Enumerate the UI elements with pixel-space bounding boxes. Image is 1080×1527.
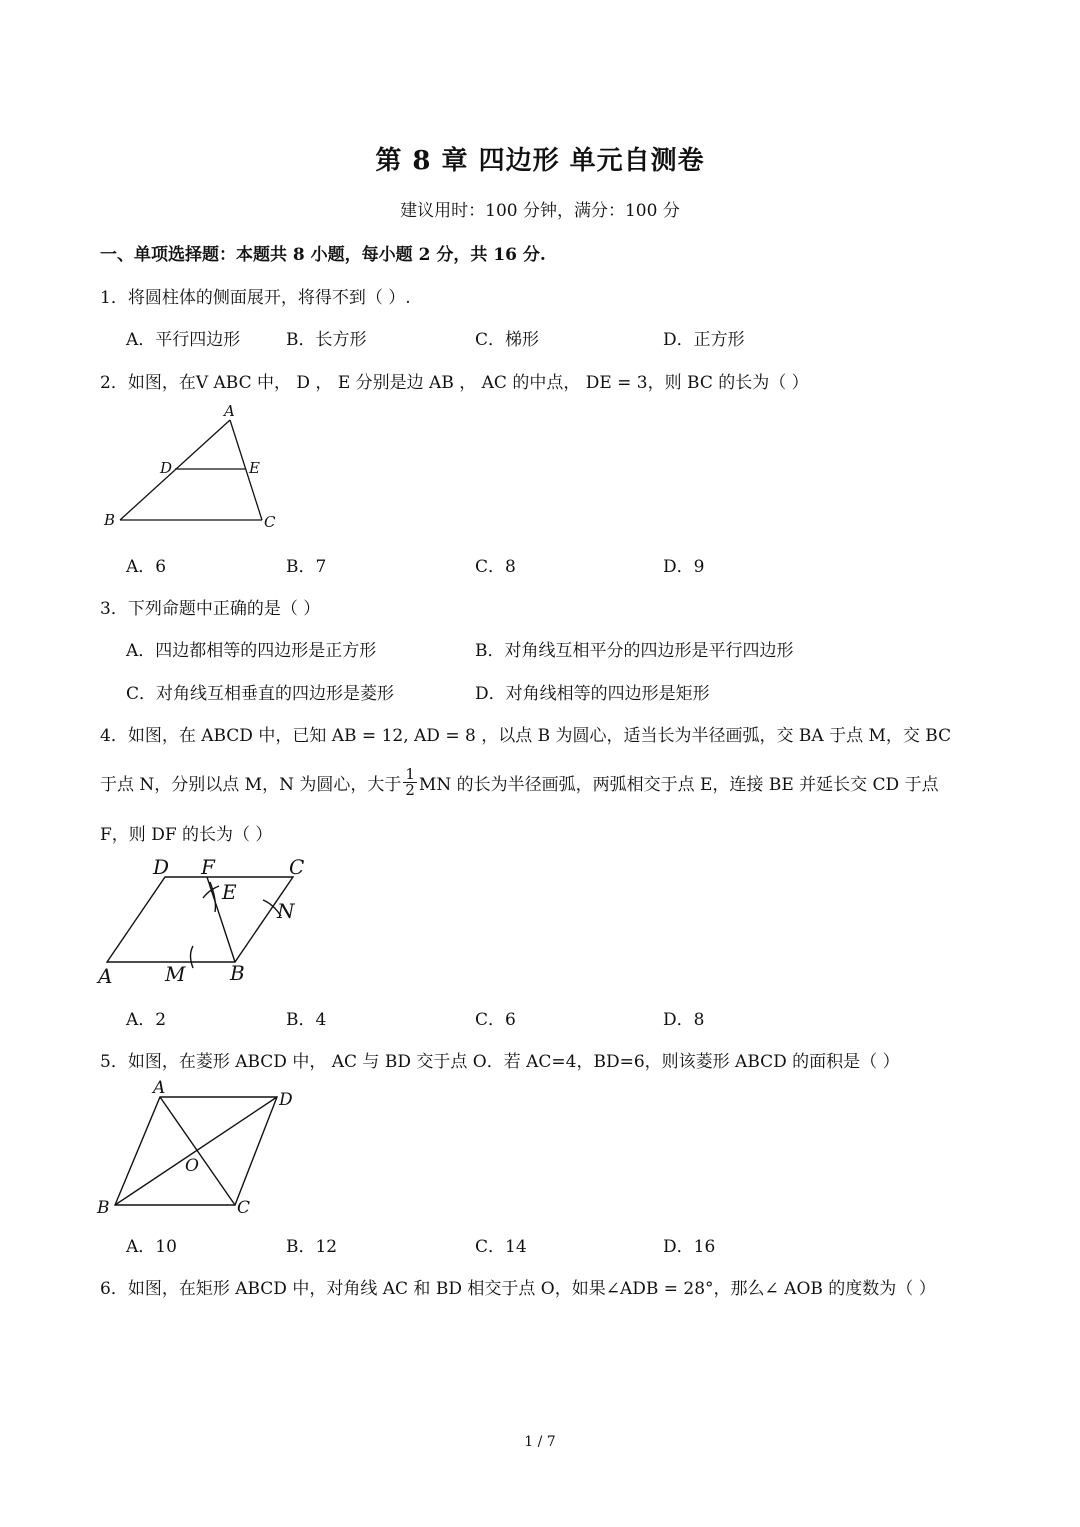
question-2-option-d: D．9 (663, 557, 705, 577)
question-3-option-b: B．对角线互相平分的四边形是平行四边形 (475, 641, 794, 661)
label-d: D (160, 459, 173, 477)
label-d: D (153, 855, 170, 879)
label-d: D (279, 1090, 293, 1110)
question-2-option-b: B．7 (286, 557, 327, 577)
question-4-stem-line-3: F，则 DF 的长为（ ） (100, 825, 273, 845)
label-a: A (224, 402, 235, 420)
question-4-line-2-end: MN 的长为半径画弧，两弧相交于点 E，连接 BE 并延长交 CD 于点 (418, 774, 939, 795)
time-and-score-note: 建议用时：100 分钟，满分：100 分 (400, 201, 680, 221)
question-3-option-c: C．对角线互相垂直的四边形是菱形 (126, 684, 395, 704)
label-b: B (97, 1198, 110, 1218)
question-5-option-c: C．14 (475, 1237, 527, 1257)
question-5-option-d: D．16 (663, 1237, 716, 1257)
label-b: B (104, 511, 116, 529)
question-1-option-d: D．正方形 (663, 330, 745, 350)
question-4-line-2-start: 于点 N，分别以点 M，N 为圆心，大于 (100, 774, 402, 795)
label-e: E (249, 459, 260, 477)
label-b: B (230, 961, 245, 985)
question-2-triangle-figure (100, 400, 290, 535)
label-f: F (201, 855, 215, 879)
label-o: O (185, 1156, 199, 1176)
question-4-parallelogram-figure (95, 850, 325, 990)
diagonal-bd (115, 1097, 277, 1205)
question-1-option-a: A．平行四边形 (126, 330, 241, 350)
question-1-option-c: C．梯形 (475, 330, 540, 350)
question-4-option-b: B．4 (286, 1010, 327, 1030)
question-1-option-b: B．长方形 (286, 330, 367, 350)
question-4-stem-line-2 (100, 762, 939, 802)
parallelogram-abcd (107, 877, 293, 962)
triangle-side-ab (120, 420, 230, 520)
question-6-stem: 6．如图，在矩形 ABCD 中，对角线 AC 和 BD 相交于点 O，如果∠ADB = 28°，那么∠ AOB 的度数为（ ） (100, 1279, 936, 1299)
label-n: N (277, 899, 295, 923)
label-m: M (165, 962, 186, 986)
arc-at-m (191, 946, 194, 968)
question-3-option-d: D．对角线相等的四边形是矩形 (475, 684, 710, 704)
fraction-numerator: 1 (405, 764, 415, 783)
question-1-stem: 1．将圆柱体的侧面展开，将得不到（ ）. (100, 288, 411, 308)
label-a: A (153, 1078, 166, 1098)
label-a: A (98, 964, 113, 988)
question-2-stem: 2．如图，在V ABC 中， D ， E 分别是边 AB ， AC 的中点， DE = 3，则 BC 的长为（ ） (100, 373, 809, 393)
page-title: 第 8 章 四边形 单元自测卷 (375, 146, 705, 176)
label-c: C (237, 1198, 251, 1218)
question-3-stem: 3．下列命题中正确的是（ ） (100, 599, 321, 619)
diagonal-ac (160, 1097, 235, 1205)
question-2-option-c: C．8 (475, 557, 516, 577)
fraction-denominator: 2 (405, 780, 415, 799)
question-5-option-b: B．12 (286, 1237, 338, 1257)
question-5-stem: 5．如图，在菱形 ABCD 中， AC 与 BD 交于点 O．若 AC=4，BD=6，则该菱形 ABCD 的面积是（ ） (100, 1052, 900, 1072)
question-2-option-a: A．6 (126, 557, 167, 577)
question-4-stem-line-1: 4．如图，在 ABCD 中，已知 AB = 12, AD = 8 ，以点 B 为圆心，适当长为半径画弧，交 BA 于点 M，交 BC (100, 726, 952, 746)
label-c: C (264, 513, 276, 531)
question-4-option-a: A．2 (126, 1010, 167, 1030)
question-5-rhombus-figure (95, 1075, 315, 1220)
label-e: E (222, 880, 237, 904)
question-5-option-a: A．10 (126, 1237, 177, 1257)
question-4-option-c: C．6 (475, 1010, 516, 1030)
fraction-one-half (403, 764, 417, 799)
page-number: 1 / 7 (524, 1434, 556, 1450)
question-4-option-d: D．8 (663, 1010, 705, 1030)
section-heading: 一、单项选择题：本题共 8 小题，每小题 2 分，共 16 分. (100, 245, 546, 265)
label-c: C (289, 855, 305, 879)
question-3-option-a: A．四边都相等的四边形是正方形 (126, 641, 377, 661)
